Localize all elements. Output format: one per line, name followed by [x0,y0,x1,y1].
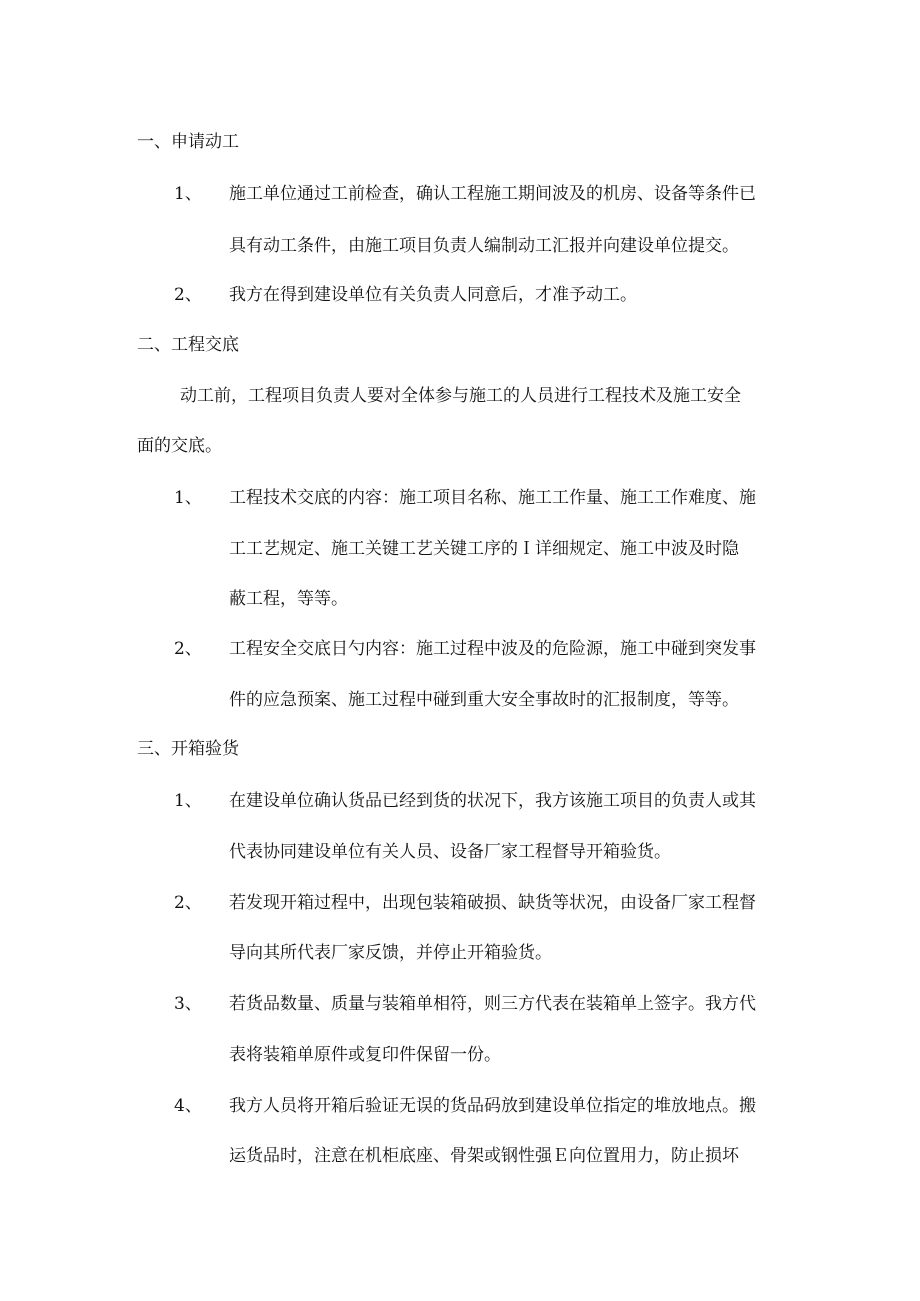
item-number: 3、 [174,994,202,1014]
item-text-line: 工程安全交底日勺内容：施工过程中波及的危险源，施工中碰到突发事 [229,639,756,659]
item-text-line: 若发现开箱过程中，出现包装箱破损、缺货等状况，由设备厂家工程督 [229,893,756,913]
item-text-line: 在建设单位确认货品已经到货的状况下，我方该施工项目的负责人或其 [229,791,756,811]
item-number: 1、 [174,791,202,811]
item-number: 2、 [174,639,202,659]
item-text-line: 我方在得到建设单位有关负责人同意后，才准予动工。 [229,285,637,305]
item-text-line: 工工艺规定、施工关键工艺关键工序的Ｉ详细规定、施工中波及时隐 [229,539,739,559]
item-text-line: 蔽工程，等等。 [229,589,348,609]
item-number: 2、 [174,285,202,305]
item-text-line: 运货品时，注意在机柜底座、骨架或钢性强Ｅ向位置用力，防止损坏 [229,1146,739,1166]
item-text-line: 导向其所代表厂家反馈，并停止开箱验货。 [229,943,552,963]
item-text-line: 我方人员将开箱后验证无误的货品码放到建设单位指定的堆放地点。搬 [229,1096,756,1116]
item-number: 2、 [174,893,202,913]
item-text-line: 代表协同建设单位有关人员、设备厂家工程督导开箱验货。 [229,842,671,862]
section-heading-unboxing: 三、开箱验货 [137,739,239,759]
section-heading-apply-start: 一、申请动工 [137,132,239,152]
intro-paragraph-line: 面的交底。 [137,436,222,456]
item-text-line: 施工单位通过工前检查，确认工程施工期间波及的机房、设备等条件已 [229,184,756,204]
item-text-line: 件的应急预案、施工过程中碰到重大安全事故时的汇报制度，等等。 [229,690,739,710]
section-heading-briefing: 二、工程交底 [137,335,239,355]
intro-paragraph-line: 动工前，工程项目负责人要对全体参与施工的人员进行工程技术及施工安全 [180,386,741,406]
item-text-line: 工程技术交底的内容：施工项目名称、施工工作量、施工工作难度、施 [229,488,756,508]
item-text-line: 具有动工条件，由施工项目负责人编制动工汇报并向建设单位提交。 [229,236,739,256]
item-text-line: 若货品数量、质量与装箱单相符，则三方代表在装箱单上签字。我方代 [229,994,756,1014]
item-number: 1、 [174,488,202,508]
item-text-line: 表将装箱单原件或复印件保留一份。 [229,1045,501,1065]
item-number: 1、 [174,184,202,204]
item-number: 4、 [174,1096,202,1116]
